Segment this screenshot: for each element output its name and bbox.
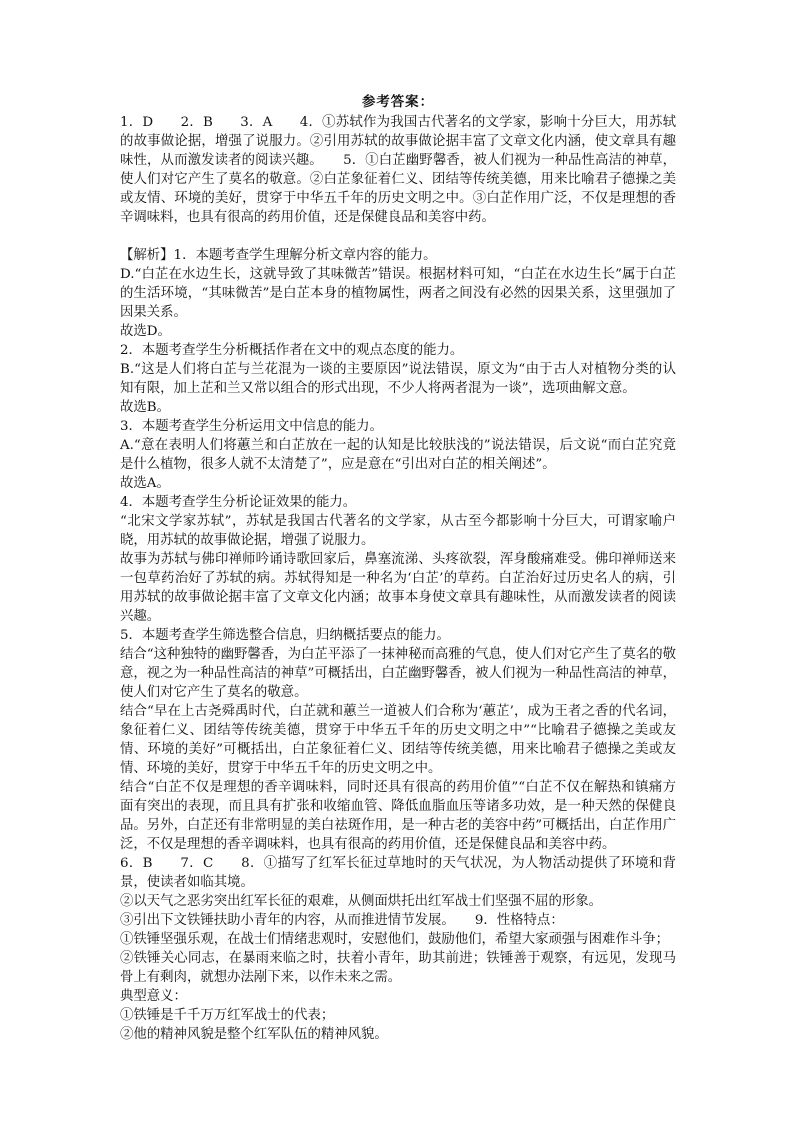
analysis-line: 2．本题考查学生分析概括作者在文中的观点态度的能力。	[120, 343, 464, 358]
analysis-line: ①铁锤是千千万万红军战士的代表；	[120, 1008, 335, 1023]
analysis-line: ①铁锤坚强乐观，在战士们情绪悲观时，安慰他们，鼓励他们，希望大家顽强与困难作斗争；	[120, 932, 670, 947]
analysis-line: 结合“早在上古尧舜禹时代，白芷就和蕙兰一道被人们合称为‘蕙芷’，成为王者之香的代名词，象征着仁义、团结等传统美德，贯穿于中华五千年的历史文明之中”“比喻君子德操之美或友情、环境的美好”可概括出，白芷象征着仁义、团结等传统美德，用来比喻君子德操之美或友情、环境的美好，贯穿于中华五千年的历史文明之中。	[120, 704, 676, 776]
analysis-line: 【解析】1．本题考查学生理解分析文章内容的能力。	[120, 248, 437, 263]
analysis-line: 6．B 7．C 8．①描写了红军长征过草地时的天气状况，为人物活动提供了环境和背景，使读者如临其境。	[120, 856, 676, 890]
analysis-line: D.“白芷在水边生长，这就导致了其味微苦”错误。根据材料可知，“白芷在水边生长”属于白芷的生活环境，“其味微苦”是白芷本身的植物属性，两者之间没有必然的因果关系，这里强加了因果关系。	[120, 267, 676, 320]
analysis-line: 结合“这种独特的幽野馨香，为白芷平添了一抹神秘而高雅的气息，使人们对它产生了莫名的敬意，视之为一种品性高洁的神草”可概括出，白芷幽野馨香，被人们视为一种品性高洁的神草，使人们对它产生了莫名的敬意。	[120, 647, 676, 700]
analysis-line: ②他的精神风貌是整个红军队伍的精神风貌。	[120, 1027, 388, 1042]
answers-summary: 1．D 2．B 3．A 4．①苏轼作为我国古代著名的文学家，影响十分巨大，用苏轼的故事做论据，增强了说服力。②引用苏轼的故事做论据丰富了文章文化内涵，使文章具有趣味性，从而激发读者的阅读兴趣。 5．①白芷幽野馨香，被人们视为一种品性高洁的神草，使人们对它产生了莫名的敬意。②白芷象征着仁义、团结等传统美德，用来比喻君子德操之美或友情、环境的美好，贯穿于中华五千年的历史文明之中。③白芷作用广泛，不仅是理想的香辛调味料，也具有很高的药用价值，还是保健良品和美容中药。	[120, 115, 676, 225]
analysis-line: 典型意义：	[120, 989, 187, 1004]
analysis-line: 结合“白芷不仅是理想的香辛调味料，同时还具有很高的药用价值”“白芷不仅在解热和镇痛方面有突出的表现，而且具有扩张和收缩血管、降低血脂血压等诸多功效，是一种天然的保健良品。另外，白芷还有非常明显的美白祛斑作用，是一种古老的美容中药”可概括出，白芷作用广泛，不仅是理想的香辛调味料，也具有很高的药用价值，还是保健良品和美容中药。	[120, 780, 676, 852]
analysis-line: 故选D。	[120, 324, 171, 339]
paragraph-gap	[120, 227, 676, 246]
analysis-line: ②以天气之恶劣突出红军长征的艰难，从侧面烘托出红军战士们坚强不屈的形象。	[120, 894, 603, 909]
analysis-line: 故选B。	[120, 400, 171, 415]
analysis-line: B.“这是人们将白芷与兰花混为一谈的主要原因”说法错误，原文为“由于古人对植物分类的认知有限，加上芷和兰又常以组合的形式出现，不少人将两者混为一谈”，选项曲解文意。	[120, 362, 676, 396]
answer-document	[120, 93, 676, 1044]
analysis-line: 3．本题考查学生分析运用文中信息的能力。	[120, 419, 383, 434]
analysis-line: ②铁锤关心同志，在暴雨来临之时，扶着小青年，助其前进；铁锤善于观察，有远见，发现马骨上有剩肉，就想办法剐下来，以作未来之需。	[120, 951, 676, 985]
page-title: 参考答案：	[362, 94, 434, 110]
analysis-line: 5．本题考查学生筛选整合信息，归纳概括要点的能力。	[120, 628, 450, 643]
analysis-line: 故事为苏轼与佛印禅师吟诵诗歌回家后，鼻塞流涕、头疼欲裂，浑身酸痛难受。佛印禅师送来一包草药治好了苏轼的病。苏轼得知是一种名为‘白芷’的草药。白芷治好过历史名人的病，引用苏轼的故事做论据丰富了文章文化内涵；故事本身使文章具有趣味性，从而激发读者的阅读兴趣。	[120, 552, 676, 624]
analysis-line: 故选A。	[120, 476, 170, 491]
analysis-line: “北宋文学家苏轼”，苏轼是我国古代著名的文学家，从古至今都影响十分巨大，可谓家喻户晓，用苏轼的故事做论据，增强了说服力。	[120, 514, 676, 548]
analysis-line: A.“意在表明人们将蕙兰和白芷放在一起的认知是比较肤浅的”说法错误，后文说“而白芷究竟是什么植物，很多人就不太清楚了”，应是意在“引出对白芷的相关阐述”。	[120, 438, 676, 472]
analysis-line: ③引出下文铁锤扶助小青年的内容，从而推进情节发展。 9．性格特点：	[120, 913, 564, 928]
analysis-line: 4．本题考查学生分析论证效果的能力。	[120, 495, 357, 510]
